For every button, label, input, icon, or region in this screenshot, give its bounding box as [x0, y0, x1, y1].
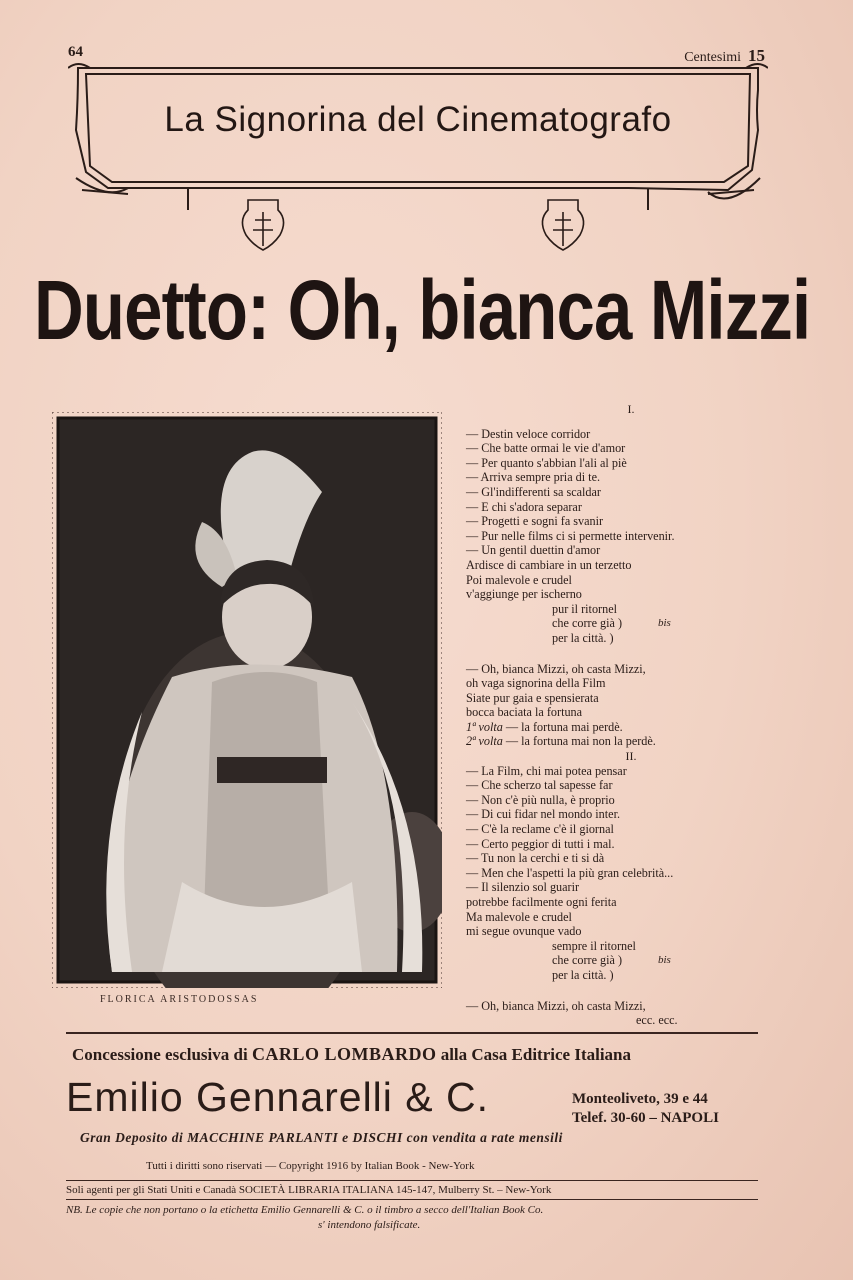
bis-marker: bis — [658, 953, 671, 966]
lyric-line: pur il ritornel — [552, 601, 617, 616]
concession-name: CARLO LOMBARDO — [251, 1044, 437, 1064]
headline: Duetto: Oh, bianca Mizzi — [34, 263, 811, 357]
verse-number-2: II. — [625, 749, 637, 764]
lyric-line: Ma malevole e crudel — [466, 909, 572, 924]
lyric-line: che corre già ) — [552, 953, 623, 968]
bis-marker: bis — [658, 616, 671, 629]
masthead-title: La Signorina del Cinematografo — [164, 100, 672, 139]
lyric-line: Siate pur gaia e spensierata — [466, 690, 599, 705]
deposito-line: Gran Deposito di MACCHINE PARLANTI e DISCHI con vendita a rate mensili — [80, 1130, 563, 1145]
price-label: Centesimi — [684, 50, 741, 65]
lyric-line: — Destin veloce corridor — [466, 426, 591, 441]
lyric-line: Poi malevole e crudel — [466, 572, 572, 587]
lyric-line: — Gl'indifferenti sa scaldar — [466, 484, 601, 499]
lyric-line: — Men che l'aspetti la più gran celebrità... — [466, 865, 674, 880]
page-number: 64 — [68, 44, 83, 60]
concession-line — [72, 1044, 762, 1065]
nb-line: NB. Le copie che non portano o la etichetta Emilio Gennarelli & C. o il timbro a secco dell'Italian Book Co. — [66, 1204, 544, 1216]
rights-line: Tutti i diritti sono riservati — Copyright 1916 by Italian Book - New-York — [146, 1160, 475, 1172]
lyric-line: v'aggiunge per ischerno — [466, 587, 582, 602]
verse-number-1: I. — [627, 402, 635, 416]
lyric-line: mi segue ovunque vado — [466, 924, 582, 939]
lyric-line: — Un gentil duettin d'amor — [466, 543, 601, 558]
concession-post: alla Casa Editrice Italiana — [440, 1045, 632, 1064]
lyric-line: — Che batte ormai le vie d'amor — [466, 441, 626, 456]
price-value: 15 — [748, 46, 765, 65]
lyric-line: per la città. ) — [552, 630, 614, 645]
lyric-line: — Oh, bianca Mizzi, oh casta Mizzi, — [466, 661, 646, 676]
closing-line: — Oh, bianca Mizzi, oh casta Mizzi, — [466, 998, 646, 1013]
lyric-line: — C'è la reclame c'è il giornal — [466, 822, 614, 837]
chorus-volta-2: 2ª volta — la fortuna mai non la perdè. — [466, 734, 656, 749]
portrait-photo — [52, 412, 442, 988]
lyric-line: — E chi s'adora separar — [466, 499, 582, 514]
refrain-1 — [466, 602, 766, 646]
lyric-line: — Certo peggior di tutti i mal. — [466, 836, 615, 851]
lyric-line: — La Film, chi mai potea pensar — [466, 763, 627, 778]
closing-ecc: ecc. ecc. — [636, 1013, 678, 1028]
chorus — [466, 662, 766, 720]
lyric-line: sempre il ritornel — [552, 938, 636, 953]
lyric-line: — Il silenzio sol guarir — [466, 880, 580, 895]
lyric-line: — Arriva sempre pria di te. — [466, 470, 601, 485]
photo-caption: FLORICA ARISTODOSSAS — [100, 994, 259, 1005]
lyric-line: potrebbe facilmente ogni ferita — [466, 895, 617, 909]
lyric-line: — Per quanto s'abbian l'ali al piè — [466, 455, 627, 470]
verse-2 — [466, 764, 766, 939]
lyric-line: — Progetti e sogni fa svanir — [466, 514, 604, 529]
publisher-name: Emilio Gennarelli & C. — [66, 1074, 490, 1120]
lyric-line: per la città. ) — [552, 967, 614, 982]
concession-pre: Concessione esclusiva di — [72, 1045, 248, 1064]
lyric-line: — Pur nelle films ci si permette intervenir. — [466, 528, 675, 543]
lyric-line: bocca baciata la fortuna — [466, 705, 583, 720]
lyric-line: — Di cui fidar nel mondo inter. — [466, 807, 621, 822]
address-line-1: Monteoliveto, 39 e 44 — [572, 1091, 708, 1107]
lyric-line: — Tu non la cerchi e ti si dà — [466, 851, 605, 866]
divider — [66, 1032, 758, 1034]
address-line-2: Telef. 30-60 – NAPOLI — [572, 1110, 719, 1126]
nb-line-2: s' intendono falsificate. — [318, 1219, 421, 1231]
publisher-address — [572, 1090, 719, 1128]
lyric-line: oh vaga signorina della Film — [466, 676, 606, 691]
verse-1 — [466, 427, 766, 602]
lyric-line: Ardisce di cambiare in un terzetto — [466, 557, 632, 572]
lyrics — [466, 402, 766, 1028]
lyric-line: — Che scherzo tal sapesse far — [466, 778, 613, 793]
masthead-frame — [68, 60, 768, 255]
agents-line: Soli agenti per gli Stati Uniti e Canadà SOCIETÀ LIBRARIA ITALIANA 145-147, Mulberry St. – New-York — [66, 1180, 758, 1200]
chorus-volta-1: 1ª volta — la fortuna mai perdè. — [466, 719, 623, 734]
lyric-line: — Non c'è più nulla, è proprio — [466, 792, 615, 807]
refrain-2 — [466, 939, 766, 983]
lyric-line: che corre già ) — [552, 616, 623, 631]
